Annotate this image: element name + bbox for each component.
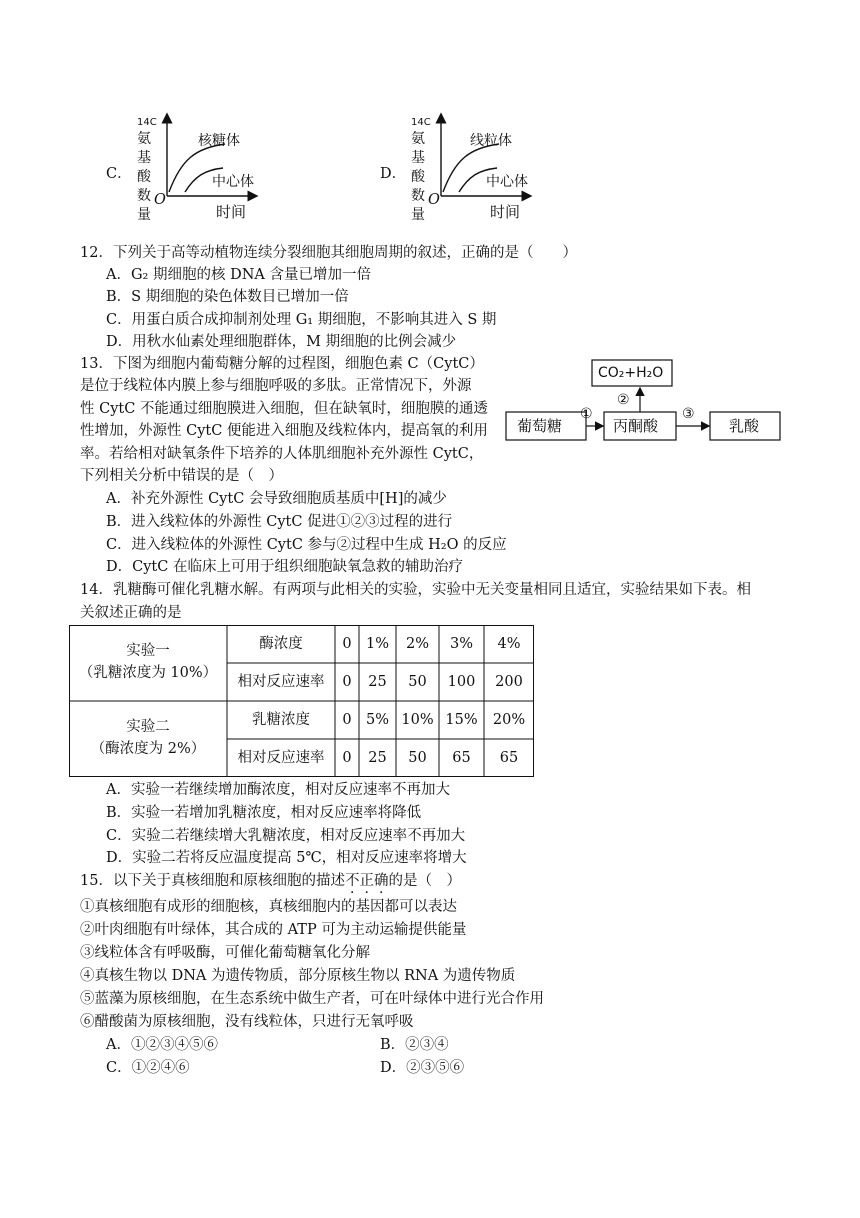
exp2-variable: 乳糖浓度 xyxy=(252,712,310,728)
graph-d-origin: O xyxy=(428,192,440,208)
graph-d-xlabel: 时间 xyxy=(490,203,521,221)
option-label-d: D． xyxy=(380,166,407,182)
question-12-option-c: C．用蛋白质合成抑制剂处理 G₁ 期细胞，不影响其进入 S 期 xyxy=(106,312,497,328)
table-cell: 3% xyxy=(449,636,473,652)
table-cell: 65 xyxy=(452,750,471,766)
table-cell: 0 xyxy=(342,712,352,728)
exp1-condition: （乳糖浓度为 10%） xyxy=(78,665,218,681)
question-15-option-b: B．②③④ xyxy=(380,1037,449,1053)
exp2-condition: （酶浓度为 2%） xyxy=(90,741,206,757)
statement-2: ②叶肉细胞有叶绿体，其合成的 ATP 可为主动运输提供能量 xyxy=(80,922,467,938)
exp2-rate-label: 相对反应速率 xyxy=(237,750,325,766)
graph-d-curve-2-label: 中心体 xyxy=(486,174,528,190)
question-13-option-b: B．进入线粒体的外源性 CytC 促进①②③过程的进行 xyxy=(106,514,453,530)
option-label-c: C． xyxy=(106,166,132,182)
table-cell: 65 xyxy=(499,750,519,766)
exp1-name: 实验一 xyxy=(126,643,170,659)
graph-c-origin: O xyxy=(154,192,166,208)
question-13-option-a: A．补充外源性 CytC 会导致细胞质基质中[H]的减少 xyxy=(106,491,447,507)
graph-d-curve-1-label: 线粒体 xyxy=(470,133,512,149)
table-cell: 4% xyxy=(497,636,521,652)
pathway-end: 乳酸 xyxy=(729,417,760,435)
table-cell: 25 xyxy=(368,674,387,690)
pathway-middle: 丙酮酸 xyxy=(613,417,659,435)
question-13-stem-line-5: 率。若给相对缺氧条件下培养的人体肌细胞补充外源性 CytC， xyxy=(80,446,484,462)
pathway-step-2: ② xyxy=(617,392,630,408)
statement-4: ④真核生物以 DNA 为遗传物质，部分原核生物以 RNA 为遗传物质 xyxy=(80,968,516,984)
question-13-stem-line-2: 是位于线粒体内膜上参与细胞呼吸的多肽。正常情况下，外源 xyxy=(80,378,472,394)
statement-5: ⑤蓝藻为原核细胞，在生态系统中做生产者，可在叶绿体中进行光合作用 xyxy=(80,991,544,1007)
statement-1: ①真核细胞有成形的细胞核，真核细胞内的基因都可以表达 xyxy=(80,899,457,915)
question-15-option-a: A．①②③④⑤⑥ xyxy=(106,1037,218,1053)
question-14-option-a: A．实验一若继续增加酶浓度，相对反应速率不再加大 xyxy=(106,782,450,798)
exp1-rate-label: 相对反应速率 xyxy=(237,674,325,690)
graph-c-curve-1-label: 核糖体 xyxy=(198,133,240,149)
graph-c-ylabel: 氨 基 酸 数 量 xyxy=(137,131,151,223)
table-cell: 2% xyxy=(405,636,429,652)
exp2-name: 实验二 xyxy=(126,719,170,735)
graph-c-ylabel-top: 14C xyxy=(137,117,157,128)
pathway-step-3: ③ xyxy=(682,406,695,422)
table-cell: 1% xyxy=(365,636,389,652)
table-cell: 0 xyxy=(342,750,352,766)
statement-3: ③线粒体含有呼吸酶，可催化葡萄糖氧化分解 xyxy=(80,945,370,961)
question-14-option-b: B．实验一若增加乳糖浓度，相对反应速率将降低 xyxy=(106,805,422,821)
table-cell: 0 xyxy=(342,636,352,652)
emphasis-char: 确 xyxy=(373,873,389,889)
question-12-option-a: A．G₂ 期细胞的核 DNA 含量已增加一倍 xyxy=(106,267,371,283)
question-13-stem-line-3: 性 CytC 不能通过细胞膜进入细胞，但在缺氧时，细胞膜的通透 xyxy=(80,401,488,417)
table-cell: 15% xyxy=(445,712,478,728)
question-12-option-b: B．S 期细胞的染色体数目已增加一倍 xyxy=(106,289,349,305)
graph-c-curve-2-label: 中心体 xyxy=(212,174,254,190)
question-13-stem-line-6: 下列相关分析中错误的是（ ） xyxy=(80,468,283,484)
table-cell: 10% xyxy=(401,712,434,728)
table-cell: 5% xyxy=(365,712,389,728)
question-13-option-d: D．CytC 在临床上可用于组织细胞缺氧急救的辅助治疗 xyxy=(106,559,463,575)
emphasis-char: 正 xyxy=(359,873,374,889)
question-14-stem-line-1: 14．乳糖酶可催化乳糖水解。有两项与此相关的实验，实验中无关变量相同且适宜，实验结果如下表。相 xyxy=(80,582,751,598)
emphasis-char: 不 xyxy=(344,873,360,889)
question-13-option-c: C．进入线粒体的外源性 CytC 参与②过程中生成 H₂O 的反应 xyxy=(106,537,507,553)
graph-d-ylabel: 氨 基 酸 数 量 xyxy=(411,131,425,223)
table-cell: 20% xyxy=(492,712,526,728)
table-cell: 0 xyxy=(342,674,352,690)
graph-d-ylabel-top: 14C xyxy=(411,117,431,128)
table-cell: 100 xyxy=(447,674,476,690)
statement-6: ⑥醋酸菌为原核细胞，没有线粒体，只进行无氧呼吸 xyxy=(80,1014,414,1030)
table-cell: 50 xyxy=(408,750,427,766)
question-14-option-c: C．实验二若继续增大乳糖浓度，相对反应速率不再加大 xyxy=(106,828,466,844)
question-13-stem-line-4: 性增加，外源性 CytC 便能进入细胞及线粒体内，提高氧的利用 xyxy=(80,423,488,439)
question-12-option-d: D．用秋水仙素处理细胞群体，M 期细胞的比例会减少 xyxy=(106,334,457,350)
table-cell: 200 xyxy=(495,674,523,690)
table-cell: 50 xyxy=(408,674,427,690)
graph-c-xlabel: 时间 xyxy=(216,203,247,221)
question-13-stem-line-1: 13．下图为细胞内葡萄糖分解的过程图，细胞色素 C（CytC） xyxy=(80,356,484,372)
pathway-step-1: ① xyxy=(580,406,593,422)
pathway-start: 葡萄糖 xyxy=(517,417,563,435)
table-cell: 25 xyxy=(368,750,387,766)
question-15-option-c: C．①②④⑥ xyxy=(106,1060,190,1076)
question-14-option-d: D．实验二若将反应温度提高 5℃，相对反应速率将增大 xyxy=(106,850,467,866)
exp1-variable: 酶浓度 xyxy=(259,636,303,652)
question-12-stem: 12．下列关于高等动植物连续分裂细胞其细胞周期的叙述，正确的是（ ） xyxy=(80,245,577,261)
question-14-stem-line-2: 关叙述正确的是 xyxy=(80,605,182,621)
question-15-option-d: D．②③⑤⑥ xyxy=(380,1060,465,1076)
pathway-product: CO₂+H₂O xyxy=(598,365,664,381)
question-15-stem: 15．以下关于真核细胞和原核细胞的描述不正确的是（ ） xyxy=(80,873,461,889)
